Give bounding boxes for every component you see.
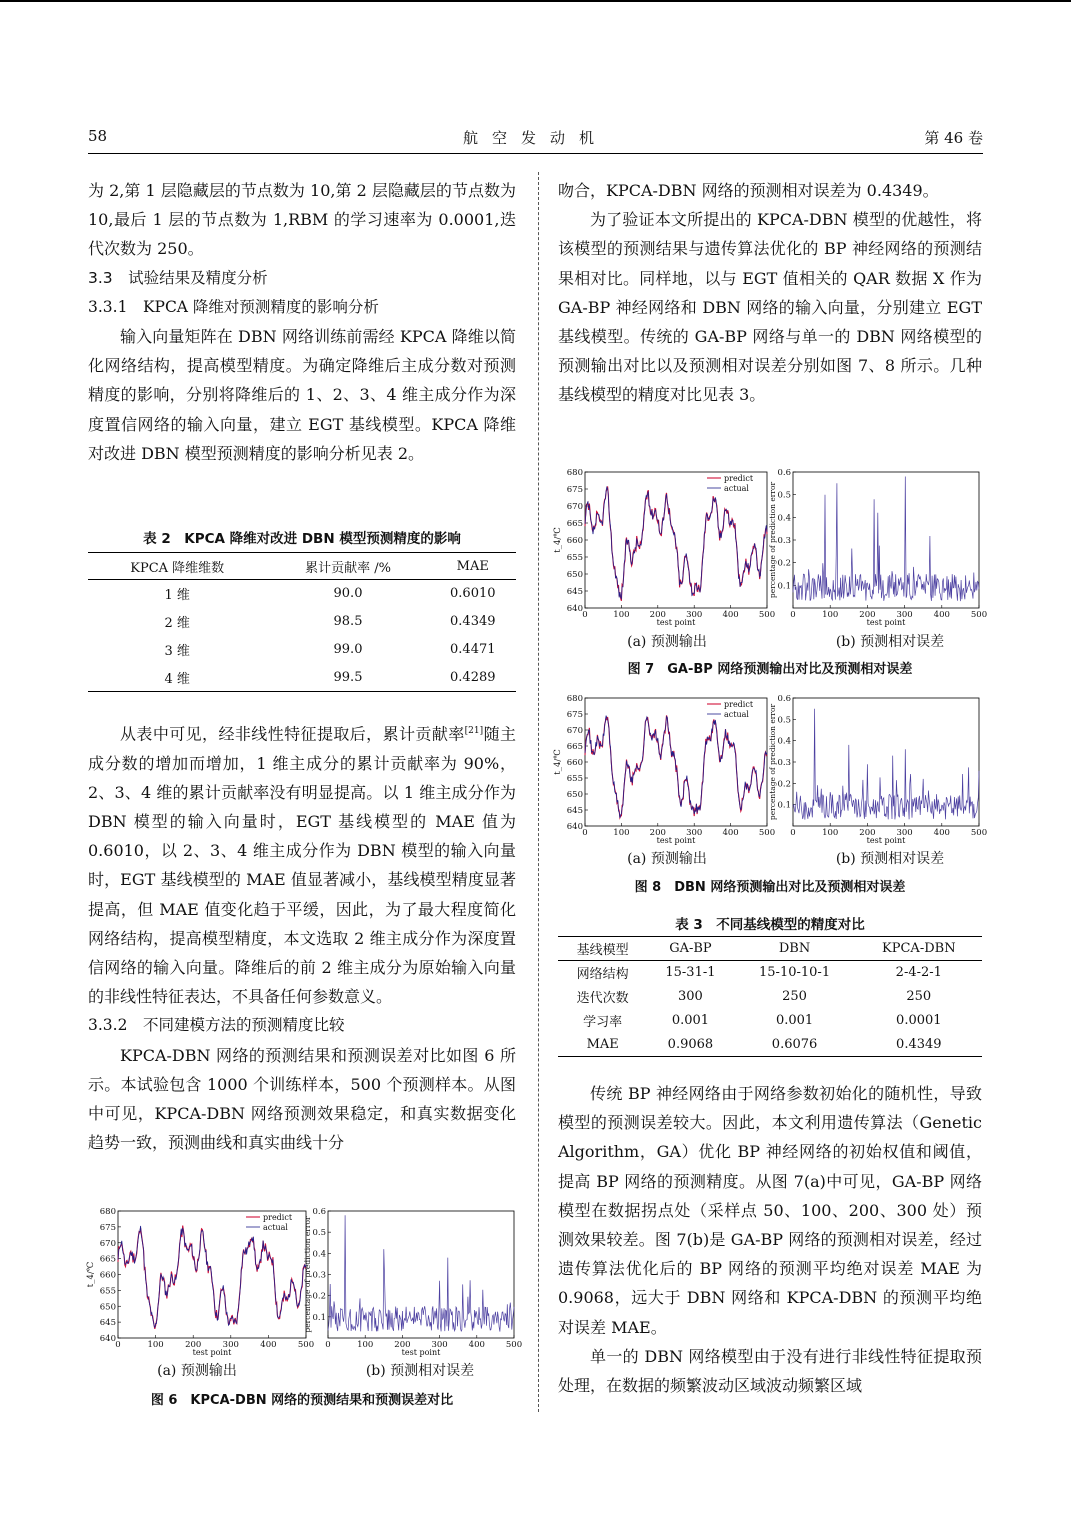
fig7-y-tick-label: 640 [566, 604, 583, 614]
fig6-sub-b: (b) 预测相对误差 [365, 1363, 475, 1379]
fig6-panel-b [303, 1207, 522, 1357]
table-cell: 99.0 [333, 642, 363, 657]
fig6-y-tick-label-b: 0.5 [312, 1228, 326, 1239]
page-number: 58 [88, 127, 108, 145]
fig8-x-tick-label: 200 [649, 828, 666, 838]
fig6-y-tick-label: 640 [99, 1334, 116, 1344]
table-cell: 250 [906, 989, 932, 1004]
fig7-y-tick-label-b: 0.6 [777, 468, 791, 478]
fig6-y-tick-label-b: 0.6 [312, 1207, 326, 1217]
fig8-caption: 图 8 DBN 网络预测输出对比及预测相对误差 [634, 880, 906, 895]
volume-label: 第 46 卷 [924, 129, 983, 147]
fig6-series-error [328, 1215, 514, 1331]
text-run: 随主成分数的增加而增加，1 维主成分的累计贡献率为 90%，2、3、4 维的累计贡献率没有明显提高。以 1 维主成分作为 DBN 模型的输入向量时，EGT 基线模型的 MAE 值为 0.6010，以 2、3、4 维主成分作为 DBN 模型的输入向量时，EGT 基线模型的 MAE 值显著减小，基线模型精度显著提高，但 MAE 值变化趋于平缓，因此，为了最大程度简化网络结构，提高模型精度，本文选取 2 维主成分作为深度置信网络的输入向量。降维后的前 2 维主成分为原始输入向量的非线性特征表达，不具备任何参数意义。 [88, 724, 516, 1007]
table-3-caption: 表 3 不同基线模型的精度对比 [675, 917, 865, 933]
fig7-x-tick-label: 0 [582, 610, 588, 620]
citation-ref: [21] [464, 726, 484, 736]
fig7-series-error [793, 477, 979, 602]
fig6-legend-label-actual: actual [263, 1223, 288, 1232]
fig6-caption: 图 6 KPCA-DBN 网络的预测结果和预测误差对比 [150, 1393, 454, 1408]
fig8-sub-a: (a) 预测输出 [627, 851, 707, 867]
fig6-y-tick-label-b: 0.3 [312, 1270, 326, 1281]
table-row [558, 985, 982, 1009]
fig7-series-actual [585, 487, 767, 598]
paragraph [88, 717, 516, 1011]
table-cell: 迭代次数 [576, 991, 629, 1006]
table-header: KPCA 降维维数 [88, 553, 266, 580]
text-run: 从表中可见，经非线性特征提取后，累计贡献率 [120, 724, 465, 744]
fig8-y-tick-label-b: 0.5 [777, 715, 791, 726]
fig8-y-axis-label: t_4/℃ [553, 749, 563, 775]
fig6-y-tick-label: 680 [99, 1207, 116, 1217]
fig6-x-tick-label: 0 [115, 1340, 121, 1350]
table-header: 累计贡献率 /% [266, 553, 429, 580]
fig7-legend-label-actual: actual [724, 484, 749, 493]
fig7-y-tick-label-b: 0.1 [777, 581, 791, 592]
section-heading-3-3: 3.3 试验结果及精度分析 [88, 268, 268, 287]
fig8-x-tick-label: 0 [582, 828, 588, 838]
fig6-x-tick-label-b: 0 [325, 1340, 331, 1350]
fig7-y-tick-label: 675 [566, 485, 583, 495]
paragraph: KPCA-DBN 网络的预测结果和预测误差对比如图 6 所示。本试验包含 1000 个训练样本，500 个预测样本。从图中可见，KPCA-DBN 网络预测效果稳定，和真实数据变化趋势一致，预测曲线和真实曲线十分 [88, 1045, 516, 1153]
fig8-x-tick-label-b: 100 [822, 828, 839, 838]
table-header: 基线模型 [558, 937, 647, 961]
right-column-top [558, 176, 982, 410]
table-row [558, 1009, 982, 1033]
left-column-bottom [88, 717, 516, 1157]
fig8-y-tick-label: 660 [566, 758, 583, 768]
fig8-x-tick-label: 300 [686, 828, 703, 838]
fig7-legend-label-predict: predict [724, 474, 754, 483]
fig6-y-axis-label-b: percentage of prediction error [303, 1216, 312, 1333]
fig6-y-tick-label: 645 [99, 1318, 116, 1329]
fig7-y-tick-label-b: 0.4 [777, 513, 791, 524]
table-header: GA-BP [647, 937, 733, 961]
fig7-x-tick-label-b: 400 [933, 610, 950, 620]
fig6-y-tick-label-b: 0.2 [312, 1291, 326, 1302]
fig8-y-tick-label: 645 [566, 806, 583, 816]
paragraph: 传统 BP 神经网络由于网络参数初始化的随机性，导致模型的预测误差较大。因此，本文利用遗传算法（Genetic Algorithm，GA）优化 BP 神经网络的初始权值和阈值，提高 BP 网络的预测精度。从图 7(a)中可见，GA-BP 网络模型在数据拐点处（采样点 50、100、200、300 处）预测效果较差。图 7(b)是 GA-BP 网络的预测相对误差，经过遗传算法优化后的 BP 网络的预测平均绝对误差 MAE 为 0.9068，远大于 DBN 网络和 KPCA-DBN 的预测平均绝对误差 MAE。 [558, 1084, 982, 1337]
fig8-x-tick-label: 400 [722, 828, 739, 838]
paragraph: 单一的 DBN 网络模型由于没有进行非线性特征提取预处理，在数据的频繁波动区域波动频繁区域 [558, 1346, 982, 1396]
table-cell: MAE [558, 1033, 647, 1057]
figure-8 [553, 690, 988, 848]
fig8-series-actual [585, 716, 767, 818]
fig6-x-tick-label: 300 [222, 1340, 239, 1350]
fig7-x-axis-label: test point [656, 618, 696, 627]
fig8-y-tick-label: 670 [566, 726, 583, 736]
fig7-panel-b [768, 468, 987, 627]
fig6-y-tick-label-b: 0.4 [312, 1249, 326, 1260]
fig6-sub-a: (a) 预测输出 [157, 1363, 237, 1379]
table-row [88, 636, 516, 664]
table-cell: 2-4-2-1 [895, 965, 942, 981]
fig6-panel-a [86, 1207, 314, 1357]
fig6-y-tick-label: 670 [99, 1238, 116, 1249]
column-divider [538, 172, 539, 1412]
fig8-x-tick-label-b: 400 [933, 828, 950, 838]
table-cell: 网络结构 [576, 967, 629, 983]
fig7-x-tick-label: 400 [722, 610, 739, 620]
table-cell: 0.6010 [450, 586, 496, 602]
fig6-y-tick-label: 665 [99, 1254, 116, 1265]
left-column-top [88, 176, 516, 468]
fig8-y-tick-label-b: 0.1 [777, 800, 791, 811]
fig6-y-tick-label-b: 0.1 [312, 1312, 326, 1323]
section-heading-3-3-2: 3.3.2 不同建模方法的预测精度比较 [88, 1016, 345, 1035]
fig8-y-tick-label-b: 0.2 [777, 779, 791, 790]
table-cell: 0.4349 [450, 614, 496, 629]
fig6-x-tick-label: 100 [147, 1340, 164, 1350]
table-row [558, 961, 982, 985]
fig7-sub-b: (b) 预测相对误差 [835, 634, 945, 650]
table-cell: 300 [678, 989, 703, 1004]
fig7-y-tick-label: 655 [566, 553, 583, 563]
fig6-x-tick-label-b: 500 [505, 1340, 523, 1350]
top-rule [0, 0, 1071, 2]
table-cell: 0.001 [671, 1013, 710, 1028]
fig8-y-tick-label: 640 [566, 822, 583, 832]
table-cell: 99.5 [266, 664, 429, 692]
fig8-y-tick-label: 665 [566, 742, 583, 752]
fig8-panel-a [553, 694, 775, 845]
fig6-y-tick-label: 655 [99, 1286, 116, 1297]
fig7-caption: 图 7 GA-BP 网络预测输出对比及预测相对误差 [627, 662, 913, 677]
fig7-x-tick-label: 500 [758, 610, 776, 620]
table-header: MAE [430, 553, 516, 580]
fig8-x-tick-label-b: 300 [896, 828, 913, 838]
fig6-y-tick-label: 660 [99, 1270, 116, 1281]
fig8-y-tick-label: 675 [566, 710, 583, 720]
table-cell: 250 [782, 989, 807, 1004]
fig8-panel-b [768, 694, 987, 845]
table-cell: 15-31-1 [665, 965, 716, 981]
table-cell: 0.4471 [450, 642, 496, 657]
fig6-x-tick-label-b: 100 [357, 1340, 374, 1350]
fig7-y-axis-label-b: percentage of prediction error [768, 481, 777, 599]
fig8-y-tick-label: 655 [566, 774, 583, 784]
fig8-x-tick-label-b: 0 [790, 828, 796, 838]
table-header: KPCA-DBN [856, 937, 982, 961]
fig7-y-tick-label: 660 [566, 536, 583, 546]
table-cell: 学习率 [583, 1015, 623, 1030]
fig6-y-tick-label: 675 [99, 1222, 116, 1233]
fig8-legend-label-predict: predict [724, 700, 754, 709]
fig7-x-tick-label-b: 100 [822, 610, 839, 620]
table-3 [558, 936, 982, 1057]
table-cell: 90.0 [333, 586, 363, 602]
journal-title: 航空发动机 [462, 129, 608, 147]
fig8-y-tick-label-b: 0.4 [777, 736, 791, 747]
fig8-x-tick-label: 500 [758, 828, 776, 838]
table-cell: 15-10-10-1 [759, 965, 831, 981]
fig8-x-axis-label-b: test point [866, 836, 906, 845]
fig7-y-tick-label: 650 [566, 570, 583, 580]
fig8-x-tick-label-b: 500 [970, 828, 988, 838]
table-cell: 0.4289 [430, 664, 516, 692]
table-cell: 0.6076 [734, 1033, 856, 1057]
fig6-x-tick-label: 500 [297, 1340, 315, 1350]
fig8-y-tick-label: 680 [566, 694, 583, 704]
table-row [88, 580, 516, 608]
fig7-x-axis-label-b: test point [866, 618, 906, 627]
running-header [88, 127, 983, 147]
table-cell: 4 维 [88, 664, 266, 692]
figure-7 [553, 464, 988, 630]
table-row [88, 664, 516, 692]
figure-6 [86, 1204, 523, 1358]
fig8-sub-b: (b) 预测相对误差 [835, 851, 945, 867]
fig7-x-tick-label-b: 500 [970, 610, 988, 620]
fig7-panel-a [553, 468, 775, 627]
fig7-y-tick-label-b: 0.5 [777, 490, 791, 501]
table-cell: 0.001 [775, 1013, 814, 1028]
fig8-series-error [793, 709, 979, 820]
fig7-x-tick-label-b: 200 [859, 610, 876, 620]
paragraph: 为 2,第 1 层隐藏层的节点数为 10,第 2 层隐藏层的节点数为 10,最后 1 层的节点数为 1,RBM 的学习速率为 0.0001,迭代次数为 250。 [88, 181, 516, 259]
fig8-x-axis-label: test point [656, 836, 696, 845]
right-column-bottom [558, 1079, 982, 1400]
fig8-y-tick-label-b: 0.3 [777, 758, 791, 768]
fig7-y-tick-label: 645 [566, 587, 583, 597]
paragraph: 为了验证本文所提出的 KPCA-DBN 模型的优越性，将该模型的预测结果与遗传算法优化的 BP 神经网络的预测结果相对比。同样地，以与 EGT 值相关的 QAR 数据 X 作为 GA-BP 神经网络和 DBN 网络的输入向量，分别建立 EGT 基线模型。传统的 GA-BP 网络与单一的 DBN 网络模型的预测输出对比以及预测相对误差分别如图 7、8 所示。几种基线模型的精度对比见表 3。 [558, 210, 982, 405]
fig7-y-tick-label-b: 0.3 [777, 536, 791, 546]
fig7-x-tick-label: 100 [613, 610, 630, 620]
fig6-y-axis-label: t_4/℃ [86, 1261, 96, 1288]
table-cell: 98.5 [333, 614, 363, 629]
fig7-y-tick-label: 670 [566, 502, 583, 512]
table-row [88, 608, 516, 636]
fig6-x-tick-label: 400 [260, 1340, 277, 1350]
table-cell: 1 维 [164, 588, 190, 604]
table-2-caption: 表 2 KPCA 降维对改进 DBN 模型预测精度的影响 [143, 531, 461, 547]
table-cell: 0.9068 [647, 1033, 733, 1057]
header-rule [88, 153, 983, 154]
fig6-series-actual [118, 1226, 306, 1328]
fig6-x-axis-label: test point [192, 1348, 232, 1357]
fig6-legend-label-predict: predict [263, 1213, 293, 1222]
paragraph: 输入向量矩阵在 DBN 网络训练前需经 KPCA 降维以简化网络结构，提高模型精度。为确定降维后主成分数对预测精度的影响，分别将降维后的 1、2、3、4 维主成分作为深度置信网络的输入向量，建立 EGT 基线模型。KPCA 降维对改进 DBN 模型预测精度的影响分析见表 2。 [88, 327, 516, 463]
fig7-x-tick-label-b: 0 [790, 610, 796, 620]
fig6-x-tick-label-b: 300 [431, 1340, 448, 1350]
table-2 [88, 552, 516, 692]
paragraph: 吻合，KPCA-DBN 网络的预测相对误差为 0.4349。 [558, 181, 939, 200]
table-row [558, 1033, 982, 1057]
fig8-y-tick-label-b: 0.6 [777, 694, 791, 704]
table-cell: 0.0001 [896, 1013, 942, 1028]
fig6-x-tick-label: 200 [185, 1340, 202, 1350]
fig6-x-tick-label-b: 200 [394, 1340, 411, 1350]
fig7-y-tick-label: 680 [566, 468, 583, 478]
section-heading-3-3-1: 3.3.1 KPCA 降维对预测精度的影响分析 [88, 297, 379, 316]
fig7-y-axis-label: t_4/℃ [553, 527, 563, 553]
fig7-y-tick-label: 665 [566, 519, 583, 529]
fig7-y-tick-label-b: 0.2 [777, 558, 791, 569]
table-cell: 2 维 [164, 616, 190, 631]
table-header: DBN [734, 937, 856, 961]
fig7-x-tick-label: 200 [649, 610, 666, 620]
table-cell: 3 维 [164, 644, 190, 659]
fig7-sub-a: (a) 预测输出 [627, 634, 707, 650]
fig7-x-tick-label-b: 300 [896, 610, 913, 620]
fig8-x-tick-label: 100 [613, 828, 630, 838]
fig6-y-tick-label: 650 [99, 1302, 116, 1313]
fig8-x-tick-label-b: 200 [859, 828, 876, 838]
fig6-x-axis-label-b: test point [401, 1348, 441, 1357]
fig8-y-tick-label: 650 [566, 790, 583, 800]
fig8-legend-label-actual: actual [724, 710, 749, 719]
fig8-y-axis-label-b: percentage of prediction error [768, 703, 777, 821]
fig6-x-tick-label-b: 400 [468, 1340, 485, 1350]
fig7-x-tick-label: 300 [686, 610, 703, 620]
table-cell: 0.4349 [856, 1033, 982, 1057]
